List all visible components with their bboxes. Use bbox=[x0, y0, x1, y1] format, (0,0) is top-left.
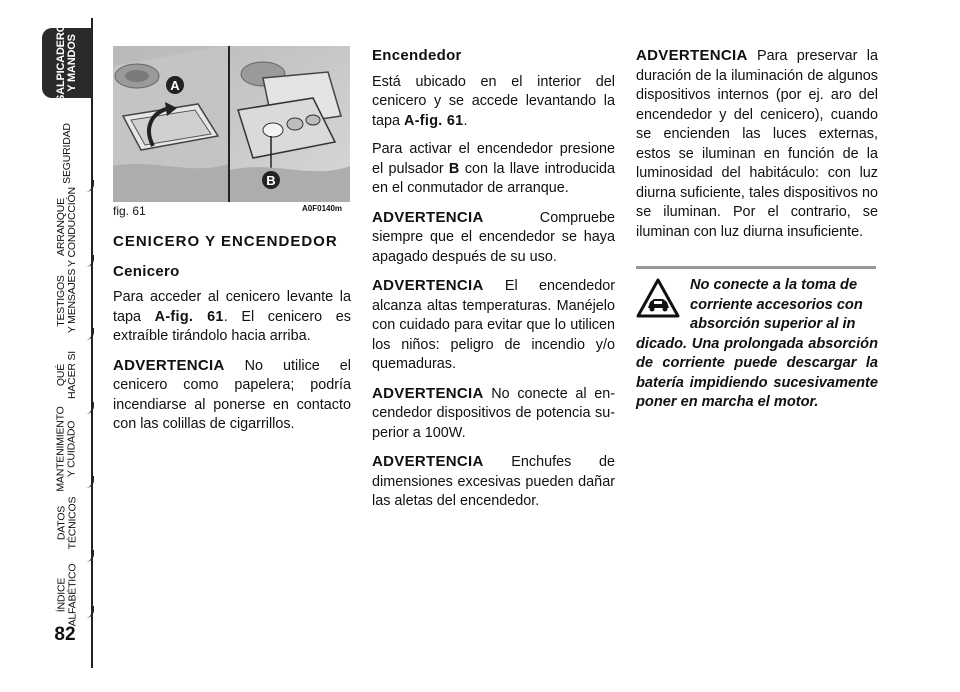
column-3 bbox=[636, 46, 878, 251]
paragraph: Para activar el encendedor presione el pulsador B con la llave introducida en el conmutador de arranque. bbox=[372, 141, 615, 196]
tab-que-hacer-si[interactable]: QUÉ HACER SI bbox=[55, 351, 78, 399]
tab-seguridad[interactable]: SEGURIDAD bbox=[60, 122, 73, 184]
paragraph: ADVERTENCIA Enchufes de dimensiones excesivas pueden dañar las aletas del encendedor. bbox=[372, 453, 615, 509]
tab-salpicadero-y-mandos[interactable]: SALPICADERO Y MANDOS bbox=[42, 28, 92, 98]
subhead-cenicero: Cenicero bbox=[113, 262, 180, 280]
paragraph: ADVERTENCIA Compruebe siempre que el encendedor se haya apagado después de su uso. bbox=[372, 208, 615, 265]
warning-text: No conecte a la toma de corriente accesorios con absorción superior al in dicado. Una prolongada absorción de corriente puede descargar la batería impidiendo sucesivamente poner en marcha el motor. bbox=[636, 277, 878, 410]
callout-a: A bbox=[170, 78, 180, 93]
section-title: CENICERO Y ENCENDEDOR bbox=[113, 233, 338, 250]
paragraph: ADVERTENCIA Para preservar la duración de la iluminación de algunos dispositivos internos (por ej. aro del encendedor y del cenicero), cuando se encienden las luces externas, estos se iluminan en función de la luminosidad del habitáculo: con luz diurna suficiente, tales dispositivos no se iluminan. Por el contrario, se iluminan con luz diurna insuficiente. bbox=[636, 47, 878, 240]
ashtray-illustration bbox=[113, 46, 350, 202]
chapter-tab-rail bbox=[0, 0, 92, 692]
paragraph: ADVERTENCIA No utilice el cenicero como papelera; podría incendiarse al ponerse en contacto con las colillas de cigarrillos. bbox=[113, 356, 351, 432]
figure-caption: fig. 61 bbox=[113, 204, 146, 218]
callout-b: B bbox=[266, 173, 276, 188]
figure-reference[interactable]: A-fig. 61 bbox=[154, 308, 224, 325]
ashtray-figure bbox=[113, 46, 350, 202]
tab-arranque-y-conduccion[interactable]: ARRANQUE Y CONDUCCIÓN bbox=[55, 187, 79, 267]
figure-code: A0F0140m bbox=[302, 204, 343, 213]
column-2 bbox=[372, 46, 615, 521]
paragraph: Está ubicado en el interior del cenicero y se accede levantando la tapa A-fig. 61. bbox=[372, 73, 615, 129]
tab-datos-tecnicos[interactable]: DATOS TÉCNICOS bbox=[55, 496, 78, 550]
paragraph: ADVERTENCIA No conecte al encendedor dispositivos de potencia superior a 100W. bbox=[372, 384, 615, 441]
tab-indice-alfabetico[interactable]: ÍNDICE ALFABÉTICO bbox=[55, 563, 78, 627]
tab-testigos-y-mensajes[interactable]: TESTIGOS Y MENSAJES bbox=[55, 268, 79, 334]
warning-rule bbox=[636, 266, 876, 269]
tab-mantenimiento-y-cuidado[interactable]: MANTENIMIENTO Y CUIDADO bbox=[55, 406, 79, 492]
paragraph: Para acceder al cenicero levante la tapa A-fig. 61. El cenicero es extraíble tirándolo hacia arriba. bbox=[113, 289, 351, 344]
figure-reference[interactable]: A-fig. 61 bbox=[404, 112, 464, 129]
page-number: 82 bbox=[54, 624, 76, 645]
paragraph: ADVERTENCIA El encendedor alcanza altas temperaturas. Manéjelo con cuidado para evitar que lo utilicen los niños: peligro de incendio y/o quemaduras. bbox=[372, 277, 615, 372]
subhead-encendedor: Encendedor bbox=[372, 47, 462, 64]
column-1 bbox=[113, 232, 351, 444]
